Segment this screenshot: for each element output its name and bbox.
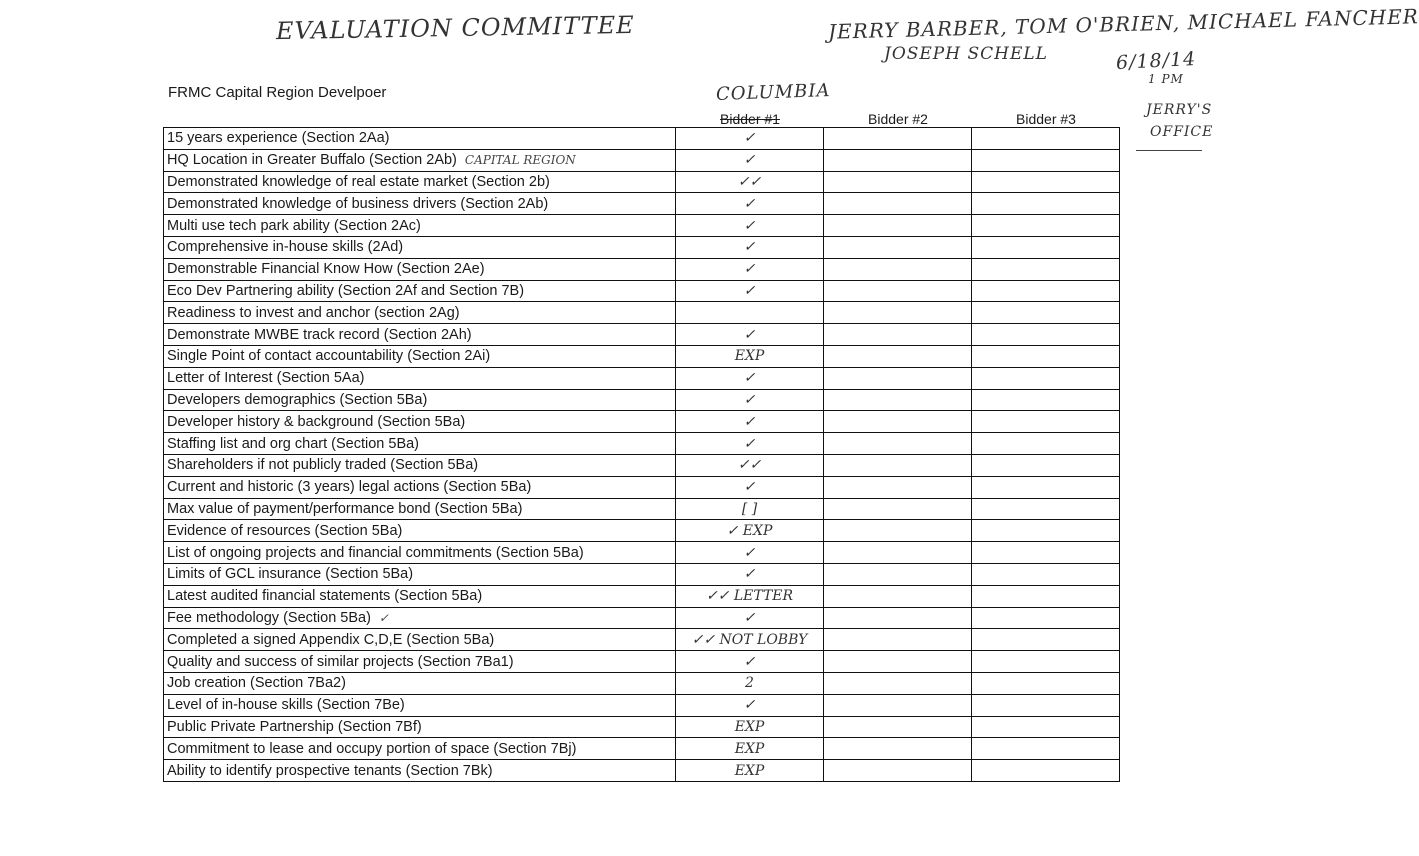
bidder1-mark: ✓ <box>676 476 824 498</box>
bidder1-mark: ✓ <box>676 694 824 716</box>
bidder1-mark: ✓✓ <box>676 454 824 476</box>
criterion-text: Single Point of contact accountability (Section 2Ai) <box>167 348 491 365</box>
table-row <box>164 411 1120 433</box>
evaluation-table <box>163 127 1120 782</box>
criterion-text: Latest audited financial statements (Section 5Ba) <box>167 588 483 605</box>
table-row <box>164 694 1120 716</box>
bidder3-mark <box>972 280 1120 302</box>
criterion-cell <box>164 128 676 150</box>
bidder2-mark <box>824 520 972 542</box>
bidder3-mark <box>972 607 1120 629</box>
bidder1-mark: ✓ <box>676 389 824 411</box>
bidder1-mark: ✓✓ LETTER <box>676 585 824 607</box>
bidder3-mark <box>972 585 1120 607</box>
table-row <box>164 280 1120 302</box>
table-row <box>164 585 1120 607</box>
criterion-cell <box>164 672 676 694</box>
bidder2-mark <box>824 433 972 455</box>
table-row <box>164 389 1120 411</box>
table-row <box>164 367 1120 389</box>
bidder1-mark: EXP <box>676 760 824 782</box>
criterion-cell <box>164 302 676 324</box>
table-row <box>164 345 1120 367</box>
criterion-cell <box>164 585 676 607</box>
criterion-text: Fee methodology (Section 5Ba) <box>167 609 371 626</box>
bidder1-mark: ✓ <box>676 193 824 215</box>
bidder3-mark <box>972 236 1120 258</box>
criterion-handwritten-note: ✓ <box>378 610 389 625</box>
bidder2-mark <box>824 629 972 651</box>
criterion-cell <box>164 454 676 476</box>
bidder1-mark: 2 <box>676 672 824 694</box>
criterion-text: 15 years experience (Section 2Aa) <box>167 130 390 147</box>
criterion-cell <box>164 476 676 498</box>
table-row <box>164 607 1120 629</box>
table-row <box>164 215 1120 237</box>
criterion-text: List of ongoing projects and financial commitments (Section 5Ba) <box>167 544 584 561</box>
bidder3-mark <box>972 128 1120 150</box>
criterion-cell <box>164 149 676 171</box>
criterion-text: Quality and success of similar projects (Section 7Ba1) <box>167 653 514 670</box>
table-row <box>164 324 1120 346</box>
table-row <box>164 629 1120 651</box>
criterion-cell <box>164 280 676 302</box>
criterion-text: Demonstrable Financial Know How (Section 2Ae) <box>167 261 485 278</box>
table-row <box>164 651 1120 673</box>
bidder1-mark: ✓ <box>676 280 824 302</box>
table-row <box>164 476 1120 498</box>
bidder1-mark: ✓ <box>676 258 824 280</box>
bidder3-mark <box>972 651 1120 673</box>
column-header-bidder3: Bidder #3 <box>1016 111 1076 127</box>
bidder2-mark <box>824 454 972 476</box>
table-row <box>164 498 1120 520</box>
criterion-text: Readiness to invest and anchor (section 2Ag) <box>167 304 460 321</box>
bidder1-mark <box>676 302 824 324</box>
bidder1-mark: ✓ <box>676 542 824 564</box>
bidder2-mark <box>824 258 972 280</box>
bidder2-mark <box>824 171 972 193</box>
bidder1-mark: ✓ <box>676 563 824 585</box>
criterion-text: Completed a signed Appendix C,D,E (Section 5Ba) <box>167 631 495 648</box>
bidder1-mark: EXP <box>676 738 824 760</box>
bidder3-mark <box>972 542 1120 564</box>
bidder2-mark <box>824 302 972 324</box>
criterion-cell <box>164 629 676 651</box>
bidder3-mark <box>972 258 1120 280</box>
criterion-text: Demonstrated knowledge of business drivers (Section 2Ab) <box>167 195 549 212</box>
criterion-text: Demonstrated knowledge of real estate market (Section 2b) <box>167 173 550 190</box>
bidder1-mark: ✓✓ <box>676 171 824 193</box>
bidder3-mark <box>972 302 1120 324</box>
bidder1-mark: ✓ <box>676 149 824 171</box>
table-row <box>164 716 1120 738</box>
bidder1-mark: EXP <box>676 345 824 367</box>
bidder1-mark: ✓ <box>676 128 824 150</box>
criterion-text: Current and historic (3 years) legal actions (Section 5Ba) <box>167 479 532 496</box>
criterion-cell <box>164 520 676 542</box>
bidder2-mark <box>824 651 972 673</box>
bidder3-mark <box>972 520 1120 542</box>
criterion-text: Staffing list and org chart (Section 5Ba) <box>167 435 420 452</box>
criterion-cell <box>164 716 676 738</box>
column-header-bidder1 <box>676 111 824 127</box>
bidder2-mark <box>824 324 972 346</box>
bidder2-mark <box>824 389 972 411</box>
criterion-cell <box>164 324 676 346</box>
bidder3-mark <box>972 716 1120 738</box>
document-title: FRMC Capital Region Develpoer <box>168 84 387 101</box>
table-row <box>164 563 1120 585</box>
criterion-text: Job creation (Section 7Ba2) <box>167 675 346 692</box>
criterion-handwritten-note: CAPITAL REGION <box>464 153 576 168</box>
bidder3-mark <box>972 498 1120 520</box>
bidder3-mark <box>972 171 1120 193</box>
bidder2-mark <box>824 563 972 585</box>
table-row <box>164 672 1120 694</box>
bidder2-mark <box>824 607 972 629</box>
table-row <box>164 193 1120 215</box>
criterion-text: Multi use tech park ability (Section 2Ac) <box>167 217 421 234</box>
criterion-cell <box>164 694 676 716</box>
table-row <box>164 258 1120 280</box>
criterion-cell <box>164 542 676 564</box>
criterion-text: Evidence of resources (Section 5Ba) <box>167 522 403 539</box>
handwritten-location-line2: OFFICE <box>1150 124 1214 140</box>
bidder2-mark <box>824 236 972 258</box>
criterion-text: Letter of Interest (Section 5Aa) <box>167 370 365 387</box>
bidder3-mark <box>972 738 1120 760</box>
criterion-cell <box>164 651 676 673</box>
criterion-cell <box>164 433 676 455</box>
bidder3-mark <box>972 760 1120 782</box>
criterion-text: Ability to identify prospective tenants (Section 7Bk) <box>167 762 493 779</box>
bidder3-mark <box>972 149 1120 171</box>
criterion-cell <box>164 345 676 367</box>
criterion-cell <box>164 258 676 280</box>
bidder3-mark <box>972 563 1120 585</box>
bidder1-mark: ✓ <box>676 651 824 673</box>
bidder2-mark <box>824 128 972 150</box>
handwritten-underline <box>1136 150 1202 151</box>
handwritten-title: EVALUATION COMMITTEE <box>275 10 635 46</box>
bidder3-mark <box>972 215 1120 237</box>
handwritten-time: 1 PM <box>1148 72 1184 86</box>
bidder3-mark <box>972 389 1120 411</box>
criterion-text: Level of in-house skills (Section 7Be) <box>167 697 405 714</box>
criterion-text: Public Private Partnership (Section 7Bf) <box>167 718 422 735</box>
table-row <box>164 171 1120 193</box>
bidder2-mark <box>824 149 972 171</box>
handwritten-committee-members: JERRY BARBER, TOM O'BRIEN, MICHAEL FANCHER <box>827 4 1419 44</box>
bidder1-mark: [ ] <box>676 498 824 520</box>
table-row <box>164 236 1120 258</box>
bidder1-mark: ✓ <box>676 411 824 433</box>
bidder1-mark: ✓ <box>676 607 824 629</box>
table-row <box>164 433 1120 455</box>
bidder1-mark: ✓ <box>676 433 824 455</box>
bidder2-mark <box>824 215 972 237</box>
table-row <box>164 520 1120 542</box>
handwritten-bidder1-name: COLUMBIA <box>715 80 831 105</box>
criterion-cell <box>164 738 676 760</box>
criterion-text: Max value of payment/performance bond (Section 5Ba) <box>167 500 523 517</box>
bidder2-mark <box>824 542 972 564</box>
bidder1-label: Bidder #1 <box>720 111 780 127</box>
bidder1-mark: EXP <box>676 716 824 738</box>
criterion-text: Comprehensive in-house skills (2Ad) <box>167 239 404 256</box>
criterion-cell <box>164 498 676 520</box>
criterion-cell <box>164 389 676 411</box>
bidder1-mark: ✓ EXP <box>676 520 824 542</box>
bidder3-mark <box>972 476 1120 498</box>
bidder3-mark <box>972 454 1120 476</box>
criterion-cell <box>164 607 676 629</box>
bidder2-mark <box>824 367 972 389</box>
criterion-text: Eco Dev Partnering ability (Section 2Af and Section 7B) <box>167 282 525 299</box>
table-row <box>164 454 1120 476</box>
bidder3-mark <box>972 672 1120 694</box>
handwritten-location-line1: JERRY'S <box>1146 102 1213 118</box>
bidder2-mark <box>824 193 972 215</box>
criterion-cell <box>164 760 676 782</box>
handwritten-committee-member-2: JOSEPH SCHELL <box>884 44 1048 64</box>
criterion-cell <box>164 563 676 585</box>
bidder3-mark <box>972 411 1120 433</box>
bidder3-mark <box>972 193 1120 215</box>
bidder2-mark <box>824 694 972 716</box>
bidder2-mark <box>824 760 972 782</box>
bidder1-mark: ✓ <box>676 367 824 389</box>
criterion-text: HQ Location in Greater Buffalo (Section 2Ab) <box>167 152 457 169</box>
table-row <box>164 738 1120 760</box>
criterion-text: Demonstrate MWBE track record (Section 2Ah) <box>167 326 472 343</box>
criterion-text: Developers demographics (Section 5Ba) <box>167 391 428 408</box>
bidder2-mark <box>824 738 972 760</box>
table-row <box>164 128 1120 150</box>
bidder3-mark <box>972 629 1120 651</box>
criterion-text: Limits of GCL insurance (Section 5Ba) <box>167 566 414 583</box>
table-row <box>164 542 1120 564</box>
bidder1-mark: ✓ <box>676 215 824 237</box>
bidder3-mark <box>972 324 1120 346</box>
criterion-cell <box>164 215 676 237</box>
bidder2-mark <box>824 585 972 607</box>
bidder3-mark <box>972 433 1120 455</box>
bidder2-mark <box>824 672 972 694</box>
criterion-cell <box>164 411 676 433</box>
bidder2-mark <box>824 411 972 433</box>
table-row <box>164 302 1120 324</box>
bidder2-mark <box>824 476 972 498</box>
criterion-cell <box>164 193 676 215</box>
bidder2-mark <box>824 345 972 367</box>
criterion-cell <box>164 171 676 193</box>
criterion-cell <box>164 367 676 389</box>
bidder3-mark <box>972 694 1120 716</box>
bidder2-mark <box>824 498 972 520</box>
bidder3-mark <box>972 345 1120 367</box>
bidder2-mark <box>824 280 972 302</box>
bidder2-mark <box>824 716 972 738</box>
criterion-cell <box>164 236 676 258</box>
bidder1-mark: ✓ <box>676 236 824 258</box>
bidder3-mark <box>972 367 1120 389</box>
handwritten-date: 6/18/14 <box>1115 47 1197 75</box>
bidder1-mark: ✓✓ NOT LOBBY <box>676 629 824 651</box>
criterion-text: Shareholders if not publicly traded (Section 5Ba) <box>167 457 479 474</box>
column-header-bidder2: Bidder #2 <box>868 111 928 127</box>
table-row <box>164 149 1120 171</box>
table-row <box>164 760 1120 782</box>
bidder1-mark: ✓ <box>676 324 824 346</box>
criterion-text: Commitment to lease and occupy portion of space (Section 7Bj) <box>167 740 577 757</box>
criterion-text: Developer history & background (Section 5Ba) <box>167 413 466 430</box>
evaluation-table-body <box>164 128 1120 782</box>
